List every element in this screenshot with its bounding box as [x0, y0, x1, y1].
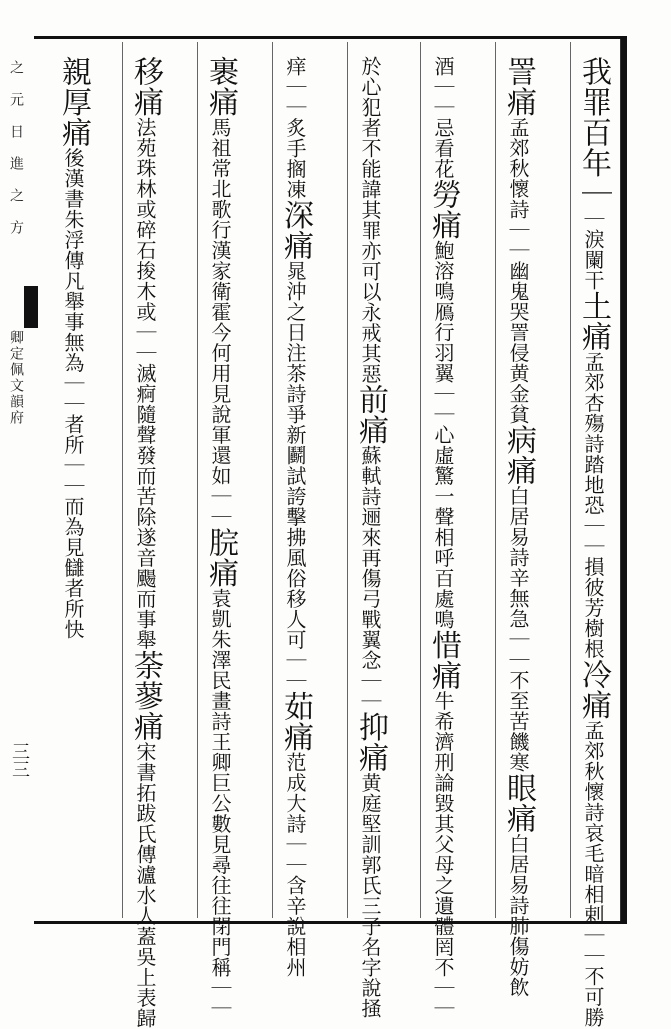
- headword: 親厚痛: [56, 56, 91, 148]
- headword: 詈痛: [501, 56, 536, 117]
- text-column-8: [56, 56, 91, 640]
- headword: 土痛: [576, 290, 611, 352]
- margin-title-top: 之 元 日 進 之 方: [8, 60, 24, 236]
- annotation: ｜淚闌干: [581, 208, 605, 291]
- annotation: 白居易詩辛無急｜｜不至苦饑寒: [506, 485, 530, 773]
- headword: 眼痛: [501, 772, 536, 834]
- headword: 茹痛: [278, 691, 313, 752]
- headword: 病痛: [501, 424, 536, 486]
- annotation: 孟郊秋懷詩｜｜幽鬼哭詈侵黄金貧: [506, 117, 530, 425]
- annotation: 宋書拓跋氏傳瀘水人蓋吳上表歸: [133, 741, 157, 1029]
- column-rule: [197, 42, 198, 918]
- text-column-3: [426, 56, 461, 1019]
- annotation: 晁沖之日注茶詩爭新鬬試誇擊拂風俗移人可｜｜: [283, 260, 307, 691]
- headword: 我罪百年｜: [576, 56, 611, 209]
- annotation: 黄庭堅訓郭氏三子名字說掻: [358, 772, 382, 1019]
- text-column-7: [128, 56, 163, 1029]
- column-rule: [570, 42, 571, 918]
- text-column-1: [576, 56, 611, 1028]
- headword: 荼蓼痛: [128, 650, 163, 742]
- headword: 冷痛: [576, 659, 611, 720]
- margin-title: [0, 60, 26, 236]
- annotation: 於心犯者不能諱其罪亦可以永戒其惡: [358, 56, 382, 384]
- headword: 抑痛: [353, 711, 388, 773]
- column-rule: [420, 42, 421, 918]
- headword: 勞痛: [426, 179, 461, 240]
- frame-inner-rule: [620, 39, 621, 921]
- annotation: 痒｜｜炙手搁凍: [283, 56, 307, 200]
- text-column-5: [278, 56, 313, 978]
- column-rule: [272, 42, 273, 918]
- column-rule: [495, 42, 496, 918]
- margin-black-tab: [24, 286, 38, 328]
- text-column-6: [203, 56, 238, 1019]
- headword: 裹痛: [203, 56, 238, 117]
- annotation: 蘇軾詩逦來再傷弓戰翼念｜｜: [358, 445, 382, 712]
- headword: 深痛: [278, 199, 313, 261]
- text-column-2: [501, 56, 536, 998]
- annotation: 孟郊杏殤詩踏地恐｜｜損彼芳樹根: [581, 351, 605, 659]
- headword: 脘痛: [203, 527, 238, 588]
- annotation: 法苑珠林或碎石捘木或｜｜滅痾隨聲發而苦除遂音颺而事舉: [133, 117, 157, 650]
- annotation: 孟郊秋懷詩哀毛暗相剌｜｜不可勝: [581, 720, 605, 1028]
- annotation: 袁凱朱澤民畫詩王卿巨公數見尋往往閉門稱｜｜: [208, 588, 232, 1019]
- headword: 惜痛: [426, 629, 461, 691]
- headword: 前痛: [353, 384, 388, 445]
- column-rule: [122, 42, 123, 918]
- margin-book-title-text: 卿定佩文韻府: [8, 330, 24, 426]
- annotation: 范成大詩｜｜含辛說相州: [283, 752, 307, 978]
- column-rule: [347, 42, 348, 918]
- text-column-4: [353, 56, 388, 1019]
- annotation: 後漢書朱浮傳凡舉事無為｜｜者所｜｜而為見讎者所快: [61, 147, 85, 640]
- annotation: 馬祖常北歌行漢家衛霍今何用見說軍還如｜｜: [208, 117, 232, 527]
- annotation: 牛希濟刑論毀其父母之遺體罔不｜｜: [431, 690, 455, 1019]
- annotation: 鮑溶鳴鴈行羽翼｜｜心虛驚一聲相呼百處鳴: [431, 240, 455, 630]
- annotation: 酒｜｜忌看花: [431, 56, 455, 179]
- annotation: 白居易詩肺傷妨飲: [506, 833, 530, 998]
- page-number: 三三: [9, 742, 30, 778]
- margin-book-title: [0, 330, 26, 426]
- headword: 移痛: [128, 56, 163, 117]
